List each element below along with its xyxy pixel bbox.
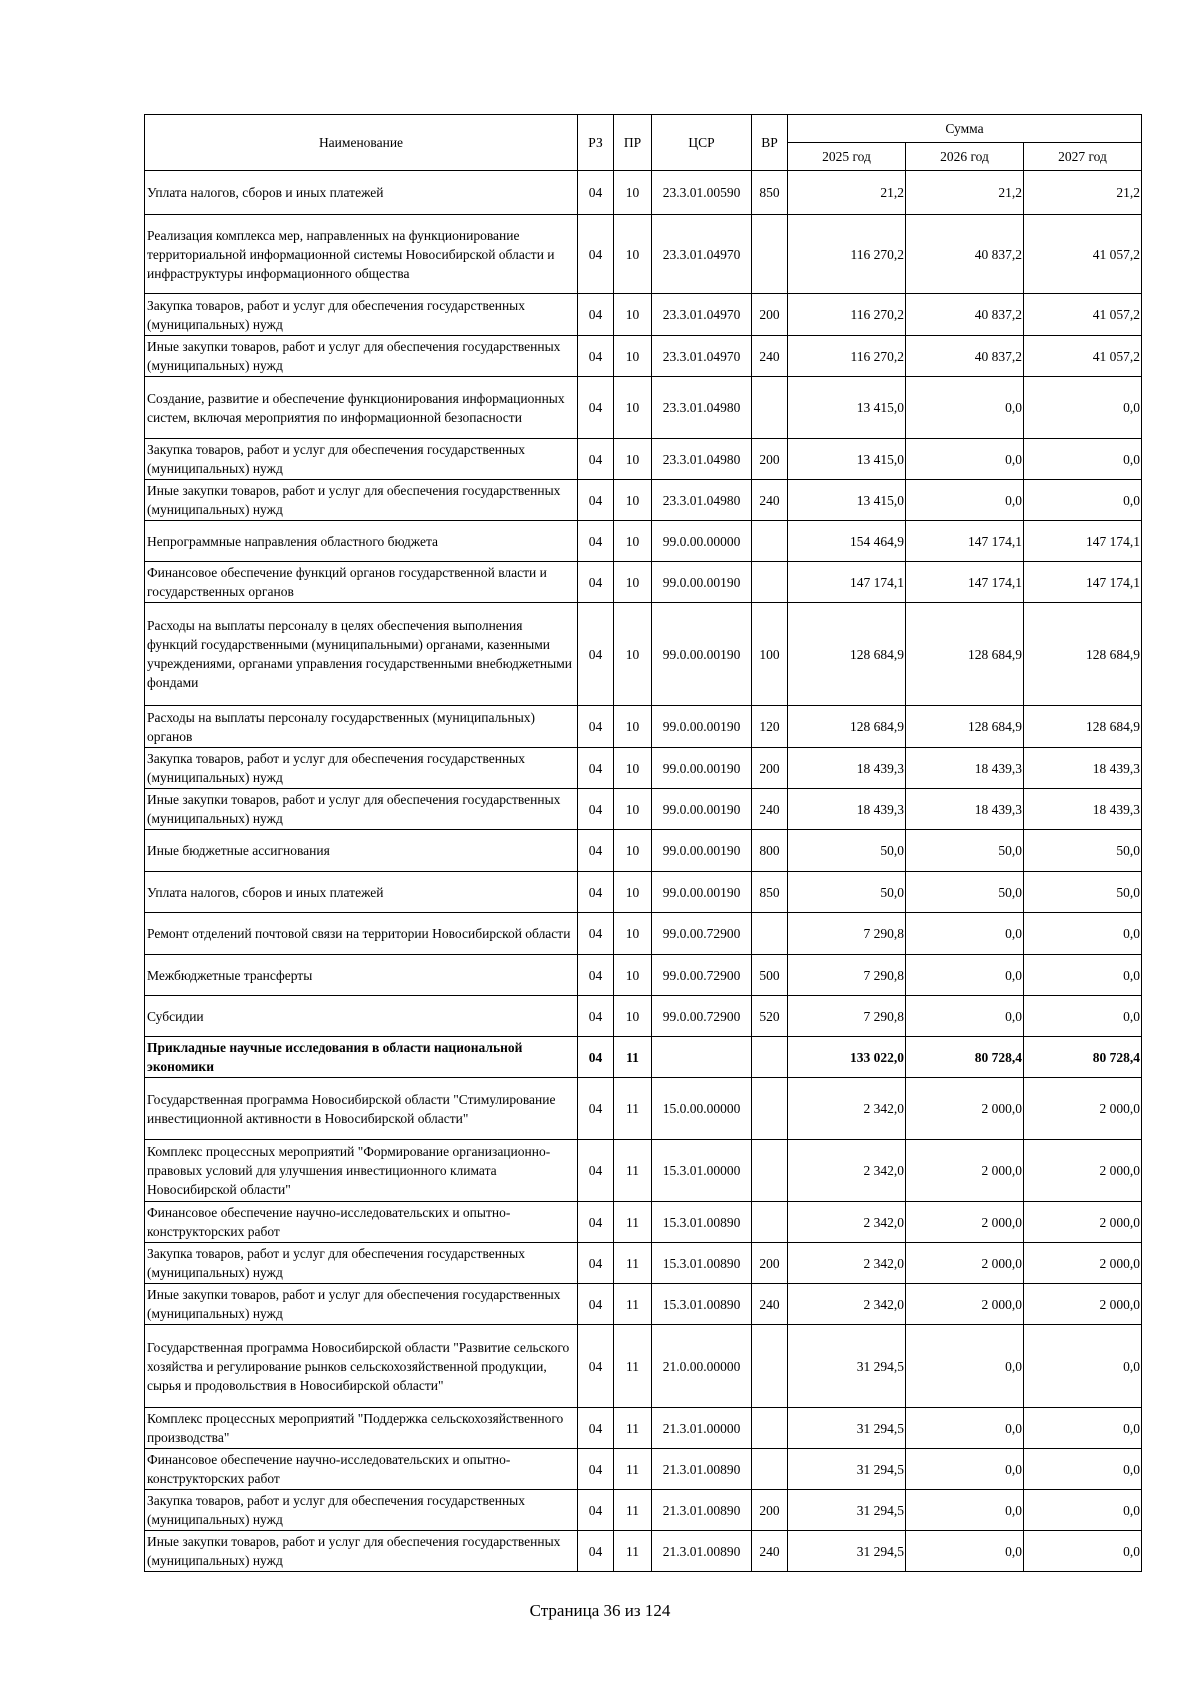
header-vr: ВР: [752, 115, 788, 171]
cell-amount-2027: 2 000,0: [1024, 1243, 1142, 1284]
cell-rz: 04: [578, 603, 614, 706]
cell-pr: 11: [614, 1531, 652, 1572]
table-row: [145, 1243, 1142, 1284]
cell-pr: 10: [614, 562, 652, 603]
cell-name: Закупка товаров, работ и услуг для обеспечения государственных (муниципальных) нужд: [145, 439, 578, 480]
cell-rz: 04: [578, 830, 614, 872]
table-row: [145, 1284, 1142, 1325]
cell-vr: [752, 1078, 788, 1140]
cell-pr: 11: [614, 1078, 652, 1140]
cell-pr: 11: [614, 1408, 652, 1449]
cell-amount-2027: 50,0: [1024, 830, 1142, 872]
cell-amount-2026: 18 439,3: [906, 748, 1024, 789]
cell-name: Иные закупки товаров, работ и услуг для обеспечения государственных (муниципальных) нужд: [145, 789, 578, 830]
cell-vr: 200: [752, 1243, 788, 1284]
header-csr: ЦСР: [652, 115, 752, 171]
cell-pr: 10: [614, 872, 652, 913]
table-header: [145, 115, 1142, 171]
cell-amount-2025: 18 439,3: [788, 748, 906, 789]
cell-csr: 23.3.01.04980: [652, 377, 752, 439]
cell-name: Иные закупки товаров, работ и услуг для обеспечения государственных (муниципальных) нужд: [145, 1284, 578, 1325]
table-row: [145, 1490, 1142, 1531]
cell-pr: 10: [614, 294, 652, 336]
cell-rz: 04: [578, 215, 614, 294]
cell-amount-2027: 41 057,2: [1024, 215, 1142, 294]
cell-pr: 10: [614, 215, 652, 294]
cell-vr: 850: [752, 171, 788, 215]
cell-pr: 10: [614, 913, 652, 955]
header-name: Наименование: [145, 115, 578, 171]
cell-amount-2025: 50,0: [788, 872, 906, 913]
cell-csr: 99.0.00.00190: [652, 872, 752, 913]
cell-rz: 04: [578, 562, 614, 603]
table-row: [145, 215, 1142, 294]
cell-name: Государственная программа Новосибирской области "Развитие сельского хозяйства и регулирование рынков сельскохозяйственной продукции, сырья и продовольствия в Новосибирской области": [145, 1325, 578, 1408]
cell-amount-2027: 18 439,3: [1024, 789, 1142, 830]
cell-amount-2026: 0,0: [906, 913, 1024, 955]
cell-rz: 04: [578, 480, 614, 521]
table-row: [145, 1531, 1142, 1572]
cell-amount-2026: 21,2: [906, 171, 1024, 215]
cell-rz: 04: [578, 748, 614, 789]
cell-name: Создание, развитие и обеспечение функционирования информационных систем, включая мероприятия по информационной безопасности: [145, 377, 578, 439]
table-row: [145, 1037, 1142, 1078]
cell-rz: 04: [578, 872, 614, 913]
cell-vr: 240: [752, 480, 788, 521]
cell-amount-2027: 0,0: [1024, 480, 1142, 521]
cell-pr: 11: [614, 1202, 652, 1243]
cell-csr: 99.0.00.00190: [652, 603, 752, 706]
cell-vr: 520: [752, 996, 788, 1037]
cell-csr: 99.0.00.00190: [652, 830, 752, 872]
cell-name: Государственная программа Новосибирской области "Стимулирование инвестиционной активности в Новосибирской области": [145, 1078, 578, 1140]
cell-pr: 10: [614, 748, 652, 789]
cell-name: Иные закупки товаров, работ и услуг для обеспечения государственных (муниципальных) нужд: [145, 336, 578, 377]
cell-amount-2025: 2 342,0: [788, 1243, 906, 1284]
cell-csr: 15.3.01.00890: [652, 1284, 752, 1325]
cell-amount-2025: 116 270,2: [788, 294, 906, 336]
cell-name: Комплекс процессных мероприятий "Поддержка сельскохозяйственного производства": [145, 1408, 578, 1449]
cell-csr: 99.0.00.00190: [652, 706, 752, 748]
cell-amount-2027: 50,0: [1024, 872, 1142, 913]
cell-csr: 15.3.01.00890: [652, 1202, 752, 1243]
cell-csr: 21.3.01.00890: [652, 1531, 752, 1572]
table-row: [145, 562, 1142, 603]
cell-csr: [652, 1037, 752, 1078]
cell-rz: 04: [578, 377, 614, 439]
cell-pr: 11: [614, 1284, 652, 1325]
cell-amount-2025: 31 294,5: [788, 1531, 906, 1572]
cell-pr: 10: [614, 789, 652, 830]
cell-amount-2027: 18 439,3: [1024, 748, 1142, 789]
cell-rz: 04: [578, 1243, 614, 1284]
cell-amount-2027: 2 000,0: [1024, 1284, 1142, 1325]
cell-amount-2026: 40 837,2: [906, 215, 1024, 294]
cell-rz: 04: [578, 336, 614, 377]
cell-amount-2026: 0,0: [906, 1408, 1024, 1449]
cell-amount-2027: 41 057,2: [1024, 336, 1142, 377]
cell-amount-2026: 50,0: [906, 872, 1024, 913]
cell-amount-2025: 18 439,3: [788, 789, 906, 830]
cell-amount-2027: 0,0: [1024, 1531, 1142, 1572]
cell-rz: 04: [578, 706, 614, 748]
cell-vr: [752, 1140, 788, 1202]
cell-amount-2025: 128 684,9: [788, 603, 906, 706]
cell-vr: [752, 1037, 788, 1078]
cell-pr: 11: [614, 1037, 652, 1078]
cell-amount-2026: 0,0: [906, 996, 1024, 1037]
cell-name: Финансовое обеспечение научно-исследовательских и опытно-конструкторских работ: [145, 1449, 578, 1490]
cell-amount-2027: 2 000,0: [1024, 1078, 1142, 1140]
cell-pr: 10: [614, 830, 652, 872]
cell-name: Расходы на выплаты персоналу в целях обеспечения выполнения функций государственными (муниципальными) органами, казенными учреждениями, органами управления государственными внебюджетными фондами: [145, 603, 578, 706]
cell-csr: 99.0.00.72900: [652, 913, 752, 955]
table-row: [145, 830, 1142, 872]
cell-name: Закупка товаров, работ и услуг для обеспечения государственных (муниципальных) нужд: [145, 748, 578, 789]
cell-name: Расходы на выплаты персоналу государственных (муниципальных) органов: [145, 706, 578, 748]
table-row: [145, 955, 1142, 996]
cell-csr: 23.3.01.04970: [652, 336, 752, 377]
cell-vr: 200: [752, 294, 788, 336]
header-year-2025: 2025 год: [788, 143, 906, 171]
table-row: [145, 789, 1142, 830]
table-row: [145, 480, 1142, 521]
cell-amount-2027: 0,0: [1024, 996, 1142, 1037]
cell-csr: 99.0.00.72900: [652, 955, 752, 996]
table-row: [145, 603, 1142, 706]
cell-vr: [752, 1325, 788, 1408]
cell-rz: 04: [578, 1449, 614, 1490]
header-year-2026: 2026 год: [906, 143, 1024, 171]
cell-rz: 04: [578, 1490, 614, 1531]
cell-rz: 04: [578, 1078, 614, 1140]
cell-rz: 04: [578, 521, 614, 562]
cell-csr: 99.0.00.72900: [652, 996, 752, 1037]
cell-amount-2026: 40 837,2: [906, 336, 1024, 377]
cell-amount-2027: 0,0: [1024, 1408, 1142, 1449]
cell-csr: 15.3.01.00000: [652, 1140, 752, 1202]
page-number: Страница 36 из 124: [529, 1601, 671, 1620]
cell-amount-2025: 116 270,2: [788, 215, 906, 294]
table-row: [145, 1408, 1142, 1449]
cell-name: Закупка товаров, работ и услуг для обеспечения государственных (муниципальных) нужд: [145, 1243, 578, 1284]
table-row: [145, 996, 1142, 1037]
cell-name: Прикладные научные исследования в области национальной экономики: [145, 1037, 578, 1078]
table-row: [145, 521, 1142, 562]
cell-vr: 800: [752, 830, 788, 872]
cell-amount-2027: 0,0: [1024, 439, 1142, 480]
cell-amount-2025: 31 294,5: [788, 1325, 906, 1408]
cell-amount-2025: 7 290,8: [788, 913, 906, 955]
cell-amount-2026: 18 439,3: [906, 789, 1024, 830]
cell-pr: 10: [614, 603, 652, 706]
cell-amount-2027: 21,2: [1024, 171, 1142, 215]
cell-amount-2025: 133 022,0: [788, 1037, 906, 1078]
cell-name: Иные закупки товаров, работ и услуг для обеспечения государственных (муниципальных) нужд: [145, 1531, 578, 1572]
cell-pr: 10: [614, 521, 652, 562]
cell-amount-2025: 50,0: [788, 830, 906, 872]
cell-vr: [752, 1202, 788, 1243]
cell-pr: 10: [614, 377, 652, 439]
cell-amount-2027: 0,0: [1024, 913, 1142, 955]
cell-rz: 04: [578, 294, 614, 336]
cell-vr: 240: [752, 789, 788, 830]
cell-vr: 100: [752, 603, 788, 706]
cell-rz: 04: [578, 913, 614, 955]
cell-csr: 99.0.00.00190: [652, 562, 752, 603]
cell-amount-2025: 31 294,5: [788, 1490, 906, 1531]
table-row: [145, 294, 1142, 336]
cell-name: Межбюджетные трансферты: [145, 955, 578, 996]
cell-amount-2026: 147 174,1: [906, 521, 1024, 562]
cell-name: Комплекс процессных мероприятий "Формирование организационно-правовых условий для улучшения инвестиционного климата Новосибирской области": [145, 1140, 578, 1202]
cell-amount-2025: 31 294,5: [788, 1449, 906, 1490]
cell-name: Уплата налогов, сборов и иных платежей: [145, 171, 578, 215]
cell-pr: 11: [614, 1325, 652, 1408]
cell-amount-2025: 2 342,0: [788, 1078, 906, 1140]
cell-rz: 04: [578, 1531, 614, 1572]
cell-pr: 10: [614, 171, 652, 215]
cell-name: Иные бюджетные ассигнования: [145, 830, 578, 872]
cell-amount-2026: 2 000,0: [906, 1284, 1024, 1325]
table-row: [145, 1202, 1142, 1243]
cell-amount-2026: 128 684,9: [906, 706, 1024, 748]
cell-rz: 04: [578, 1140, 614, 1202]
header-pr: ПР: [614, 115, 652, 171]
table-row: [145, 1140, 1142, 1202]
cell-vr: [752, 562, 788, 603]
cell-pr: 10: [614, 996, 652, 1037]
cell-name: Субсидии: [145, 996, 578, 1037]
table-row: [145, 913, 1142, 955]
cell-rz: 04: [578, 1284, 614, 1325]
cell-csr: 23.3.01.04970: [652, 215, 752, 294]
cell-vr: [752, 377, 788, 439]
cell-amount-2025: 13 415,0: [788, 439, 906, 480]
cell-pr: 11: [614, 1243, 652, 1284]
cell-rz: 04: [578, 171, 614, 215]
cell-amount-2027: 128 684,9: [1024, 706, 1142, 748]
cell-amount-2026: 0,0: [906, 480, 1024, 521]
cell-rz: 04: [578, 1408, 614, 1449]
cell-amount-2025: 154 464,9: [788, 521, 906, 562]
cell-amount-2025: 7 290,8: [788, 955, 906, 996]
cell-vr: 240: [752, 1284, 788, 1325]
cell-pr: 10: [614, 480, 652, 521]
cell-vr: [752, 215, 788, 294]
cell-vr: [752, 913, 788, 955]
header-sum: Сумма: [788, 115, 1142, 143]
header-rz: РЗ: [578, 115, 614, 171]
cell-amount-2027: 0,0: [1024, 377, 1142, 439]
cell-amount-2026: 2 000,0: [906, 1243, 1024, 1284]
cell-csr: 99.0.00.00190: [652, 789, 752, 830]
cell-rz: 04: [578, 996, 614, 1037]
budget-table: [144, 114, 1142, 1572]
cell-name: Реализация комплекса мер, направленных на функционирование территориальной информационной системы Новосибирской области и инфраструктуры информационного общества: [145, 215, 578, 294]
cell-amount-2026: 40 837,2: [906, 294, 1024, 336]
cell-amount-2026: 2 000,0: [906, 1202, 1024, 1243]
cell-amount-2026: 50,0: [906, 830, 1024, 872]
table-row: [145, 171, 1142, 215]
cell-rz: 04: [578, 789, 614, 830]
cell-amount-2026: 2 000,0: [906, 1078, 1024, 1140]
cell-name: Иные закупки товаров, работ и услуг для обеспечения государственных (муниципальных) нужд: [145, 480, 578, 521]
cell-vr: 240: [752, 1531, 788, 1572]
cell-amount-2027: 0,0: [1024, 1490, 1142, 1531]
cell-rz: 04: [578, 955, 614, 996]
table-row: [145, 748, 1142, 789]
cell-rz: 04: [578, 1202, 614, 1243]
cell-csr: 23.3.01.00590: [652, 171, 752, 215]
cell-vr: 200: [752, 439, 788, 480]
cell-amount-2025: 13 415,0: [788, 480, 906, 521]
table-row: [145, 872, 1142, 913]
cell-amount-2025: 7 290,8: [788, 996, 906, 1037]
cell-csr: 21.3.01.00890: [652, 1490, 752, 1531]
cell-pr: 10: [614, 439, 652, 480]
table-row: [145, 439, 1142, 480]
cell-amount-2026: 0,0: [906, 1531, 1024, 1572]
cell-name: Ремонт отделений почтовой связи на территории Новосибирской области: [145, 913, 578, 955]
table-row: [145, 1078, 1142, 1140]
cell-name: Финансовое обеспечение научно-исследовательских и опытно-конструкторских работ: [145, 1202, 578, 1243]
cell-vr: 850: [752, 872, 788, 913]
cell-csr: 99.0.00.00190: [652, 748, 752, 789]
cell-amount-2027: 80 728,4: [1024, 1037, 1142, 1078]
cell-csr: 23.3.01.04980: [652, 480, 752, 521]
table-row: [145, 377, 1142, 439]
cell-vr: [752, 1408, 788, 1449]
cell-csr: 99.0.00.00000: [652, 521, 752, 562]
cell-csr: 23.3.01.04970: [652, 294, 752, 336]
cell-vr: [752, 521, 788, 562]
cell-amount-2025: 2 342,0: [788, 1284, 906, 1325]
cell-amount-2027: 41 057,2: [1024, 294, 1142, 336]
cell-csr: 21.3.01.00890: [652, 1449, 752, 1490]
cell-csr: 15.3.01.00890: [652, 1243, 752, 1284]
cell-name: Финансовое обеспечение функций органов государственной власти и государственных органов: [145, 562, 578, 603]
cell-name: Закупка товаров, работ и услуг для обеспечения государственных (муниципальных) нужд: [145, 1490, 578, 1531]
cell-amount-2025: 2 342,0: [788, 1202, 906, 1243]
cell-amount-2027: 0,0: [1024, 1449, 1142, 1490]
cell-pr: 11: [614, 1449, 652, 1490]
cell-pr: 10: [614, 706, 652, 748]
cell-pr: 11: [614, 1490, 652, 1531]
header-year-2027: 2027 год: [1024, 143, 1142, 171]
cell-amount-2025: 31 294,5: [788, 1408, 906, 1449]
cell-amount-2026: 0,0: [906, 1449, 1024, 1490]
cell-amount-2025: 21,2: [788, 171, 906, 215]
cell-amount-2026: 128 684,9: [906, 603, 1024, 706]
cell-amount-2026: 80 728,4: [906, 1037, 1024, 1078]
cell-vr: 240: [752, 336, 788, 377]
cell-name: Уплата налогов, сборов и иных платежей: [145, 872, 578, 913]
table-body: [145, 171, 1142, 1572]
cell-amount-2025: 2 342,0: [788, 1140, 906, 1202]
cell-name: Закупка товаров, работ и услуг для обеспечения государственных (муниципальных) нужд: [145, 294, 578, 336]
cell-vr: 500: [752, 955, 788, 996]
cell-csr: 21.3.01.00000: [652, 1408, 752, 1449]
cell-vr: 120: [752, 706, 788, 748]
cell-amount-2027: 2 000,0: [1024, 1202, 1142, 1243]
cell-amount-2026: 0,0: [906, 955, 1024, 996]
table-row: [145, 1449, 1142, 1490]
cell-amount-2027: 128 684,9: [1024, 603, 1142, 706]
cell-pr: 10: [614, 336, 652, 377]
cell-vr: 200: [752, 748, 788, 789]
cell-amount-2026: 0,0: [906, 377, 1024, 439]
cell-amount-2026: 0,0: [906, 1490, 1024, 1531]
cell-amount-2027: 147 174,1: [1024, 562, 1142, 603]
cell-amount-2027: 2 000,0: [1024, 1140, 1142, 1202]
cell-amount-2026: 0,0: [906, 439, 1024, 480]
cell-csr: 23.3.01.04980: [652, 439, 752, 480]
table-row: [145, 706, 1142, 748]
cell-amount-2027: 0,0: [1024, 1325, 1142, 1408]
cell-amount-2026: 2 000,0: [906, 1140, 1024, 1202]
cell-amount-2025: 147 174,1: [788, 562, 906, 603]
cell-csr: 21.0.00.00000: [652, 1325, 752, 1408]
cell-vr: [752, 1449, 788, 1490]
table-row: [145, 1325, 1142, 1408]
table-row: [145, 336, 1142, 377]
cell-amount-2027: 0,0: [1024, 955, 1142, 996]
cell-pr: 10: [614, 955, 652, 996]
cell-amount-2025: 116 270,2: [788, 336, 906, 377]
cell-amount-2026: 147 174,1: [906, 562, 1024, 603]
cell-rz: 04: [578, 439, 614, 480]
cell-amount-2025: 13 415,0: [788, 377, 906, 439]
cell-amount-2027: 147 174,1: [1024, 521, 1142, 562]
cell-csr: 15.0.00.00000: [652, 1078, 752, 1140]
cell-rz: 04: [578, 1037, 614, 1078]
cell-pr: 11: [614, 1140, 652, 1202]
cell-name: Непрограммные направления областного бюджета: [145, 521, 578, 562]
cell-vr: 200: [752, 1490, 788, 1531]
cell-amount-2026: 0,0: [906, 1325, 1024, 1408]
cell-amount-2025: 128 684,9: [788, 706, 906, 748]
cell-rz: 04: [578, 1325, 614, 1408]
